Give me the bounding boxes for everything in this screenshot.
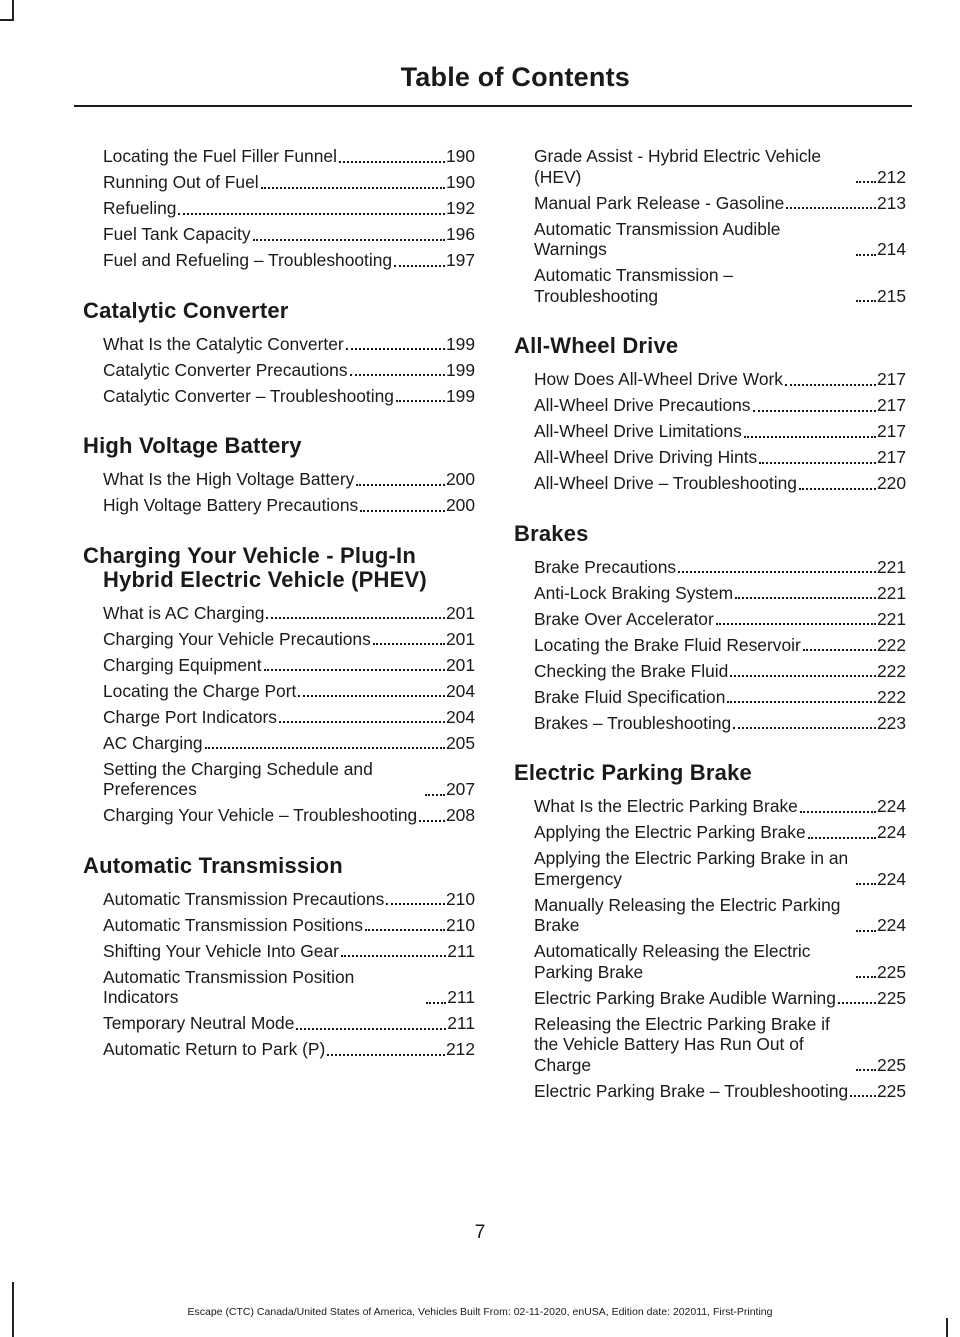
toc-entry-page: 197 — [445, 250, 475, 270]
toc-entry-page: 210 — [445, 888, 475, 909]
toc-section — [83, 299, 475, 407]
toc-entry[interactable] — [514, 557, 906, 578]
toc-entry-label: Automatic Transmission Precautions — [103, 888, 385, 909]
toc-entry-page: 221 — [876, 608, 906, 629]
toc-entry-page: 220 — [876, 473, 906, 493]
dot-leader — [753, 404, 876, 412]
toc-entry-label: Brake Over Accelerator — [534, 608, 714, 629]
toc-entry-label: Fuel Tank Capacity — [103, 224, 251, 244]
toc-entry-label: Automatic Transmission – Troubleshooting — [534, 265, 734, 306]
toc-entry-label: Electric Parking Brake Audible Warning — [534, 987, 836, 1008]
toc-entry[interactable] — [83, 603, 475, 624]
dot-leader — [856, 294, 876, 302]
section-heading: High Voltage Battery — [83, 433, 302, 458]
dot-leader — [727, 695, 876, 703]
dot-leader — [346, 342, 445, 350]
toc-right-column — [514, 146, 906, 1107]
toc-entry-label: High Voltage Battery Precautions — [103, 495, 359, 515]
toc-entry-label: Catalytic Converter – Troubleshooting — [103, 385, 394, 406]
toc-section — [514, 761, 906, 1101]
dot-leader — [425, 788, 445, 796]
toc-entry[interactable] — [83, 495, 475, 516]
toc-entry-page: 223 — [876, 712, 906, 733]
toc-entry[interactable] — [514, 395, 906, 416]
toc-entry[interactable] — [514, 988, 906, 1009]
toc-entry-label: Setting the Charging Schedule and Preferences — [103, 758, 373, 799]
toc-entry-page: 217 — [876, 421, 906, 441]
dot-leader — [253, 233, 445, 241]
toc-entry[interactable] — [514, 661, 906, 682]
dot-leader — [178, 207, 445, 215]
dot-leader — [856, 877, 876, 885]
dot-leader — [339, 155, 445, 163]
toc-entry-label: All-Wheel Drive Driving Hints — [534, 447, 758, 467]
toc-entry-label: Locating the Charge Port — [103, 680, 297, 701]
toc-entry-label: Anti-Lock Braking System — [534, 582, 734, 603]
toc-entry[interactable] — [514, 941, 906, 982]
toc-entry-label: Shifting Your Vehicle Into Gear — [103, 940, 339, 961]
toc-entry-page: 201 — [445, 654, 475, 675]
dot-leader — [365, 923, 445, 931]
toc-entry-page: 192 — [445, 198, 475, 218]
dot-leader — [735, 591, 876, 599]
toc-entry-label: Brake Fluid Specification — [534, 686, 726, 707]
toc-entry-page: 224 — [876, 868, 906, 889]
dot-leader — [678, 565, 876, 573]
toc-entry-page: 190 — [445, 172, 475, 192]
toc-entry-page: 199 — [445, 333, 475, 354]
toc-entry[interactable] — [514, 822, 906, 843]
toc-entry[interactable] — [83, 733, 475, 754]
toc-entry[interactable] — [83, 655, 475, 676]
toc-entry-page: 221 — [876, 582, 906, 603]
toc-entry-label: All-Wheel Drive – Troubleshooting — [534, 473, 797, 493]
toc-entry[interactable] — [83, 629, 475, 650]
toc-entry-label: Automatic Transmission Position Indicators — [103, 966, 355, 1007]
toc-entry-page: 201 — [445, 602, 475, 623]
dot-leader — [800, 805, 876, 813]
toc-entry[interactable] — [83, 681, 475, 702]
toc-entry-page: 199 — [445, 359, 475, 380]
dot-leader — [356, 478, 445, 486]
toc-entry-label: Brake Precautions — [534, 556, 677, 577]
toc-entry[interactable] — [514, 635, 906, 656]
toc-entry-label: How Does All-Wheel Drive Work — [534, 369, 784, 389]
toc-section — [514, 334, 906, 494]
toc-entry-page: 199 — [445, 385, 475, 406]
dot-leader — [856, 924, 876, 932]
dot-leader — [850, 1089, 876, 1097]
toc-entry[interactable] — [83, 941, 475, 962]
toc-entry-label: Locating the Fuel Filler Funnel — [103, 146, 337, 166]
toc-entry[interactable] — [83, 198, 475, 219]
toc-section — [83, 146, 475, 271]
toc-entry-label: Electric Parking Brake – Troubleshooting — [534, 1080, 849, 1101]
section-heading: Catalytic Converter — [83, 297, 289, 323]
dot-leader — [205, 741, 445, 749]
toc-entry[interactable] — [514, 1081, 906, 1102]
toc-entry-label: Charging Your Vehicle Precautions — [103, 628, 371, 649]
dot-leader — [261, 181, 445, 189]
toc-entry[interactable] — [83, 1013, 475, 1034]
header-divider — [74, 105, 912, 107]
toc-entry[interactable] — [83, 172, 475, 193]
toc-entry-label: Releasing the Electric Parking Brake if the Vehicle Battery Has Run Out of Charge — [534, 1013, 830, 1075]
toc-entry-page: 225 — [876, 1080, 906, 1101]
toc-entry-page: 201 — [445, 628, 475, 649]
toc-entry[interactable] — [83, 469, 475, 490]
toc-entry-page: 204 — [445, 706, 475, 727]
toc-entry-page: 211 — [447, 987, 475, 1007]
toc-entry-page: 222 — [876, 686, 906, 707]
crop-mark-bottom-right — [946, 1318, 948, 1337]
toc-entry-page: 204 — [445, 680, 475, 701]
toc-entry[interactable] — [514, 713, 906, 734]
toc-entry-page: 190 — [445, 146, 475, 166]
dot-leader — [373, 637, 445, 645]
toc-entry-page: 217 — [876, 447, 906, 467]
toc-entry-page: 213 — [876, 192, 906, 213]
toc-entry-page: 196 — [445, 224, 475, 244]
toc-left-column — [83, 146, 475, 1065]
toc-entry-label: What Is the Electric Parking Brake — [534, 796, 798, 816]
toc-entry-label: Automatically Releasing the Electric Parking Brake — [534, 941, 811, 982]
toc-entry[interactable] — [514, 421, 906, 442]
toc-entry-page: 208 — [445, 805, 475, 825]
toc-entry[interactable] — [83, 805, 475, 826]
dot-leader — [264, 663, 445, 671]
dot-leader — [296, 1022, 446, 1030]
toc-entry-page: 212 — [445, 1039, 475, 1059]
toc-entry[interactable] — [83, 707, 475, 728]
dot-leader — [730, 669, 876, 677]
dot-leader — [386, 897, 445, 905]
toc-entry-page: 214 — [876, 239, 906, 259]
toc-entry[interactable] — [514, 848, 906, 889]
toc-entry[interactable] — [83, 224, 475, 245]
toc-entry-page: 211 — [447, 940, 475, 961]
toc-entry[interactable] — [83, 250, 475, 271]
toc-entry-label: Refueling — [103, 198, 177, 218]
toc-entry[interactable] — [514, 219, 906, 260]
toc-entry-label: All-Wheel Drive Limitations — [534, 421, 742, 441]
toc-entry-label: Charge Port Indicators — [103, 706, 277, 727]
dot-leader — [856, 970, 876, 978]
toc-entry-label: AC Charging — [103, 732, 203, 753]
toc-section — [514, 522, 906, 734]
toc-section — [514, 146, 906, 306]
toc-entry-page: 225 — [876, 961, 906, 982]
page-title: Table of Contents — [400, 62, 630, 92]
toc-entry-page: 205 — [445, 732, 475, 753]
toc-entry-label: Manually Releasing the Electric Parking Brake — [534, 894, 841, 935]
section-heading: Automatic Transmission — [83, 852, 343, 878]
dot-leader — [799, 482, 876, 490]
footer-edition-info: Escape (CTC) Canada/United States of America, Vehicles Built From: 02-11-2020, enUSA, Edition date: 202011, First-Printing — [187, 1306, 773, 1318]
dot-leader — [785, 378, 876, 386]
dot-leader — [808, 831, 876, 839]
toc-entry[interactable] — [514, 609, 906, 630]
toc-entry[interactable] — [83, 915, 475, 936]
toc-entry-label: What is AC Charging — [103, 602, 265, 623]
toc-entry-label: Catalytic Converter Precautions — [103, 359, 348, 380]
dot-leader — [341, 949, 446, 957]
dot-leader — [279, 715, 445, 723]
dot-leader — [266, 611, 445, 619]
toc-entry[interactable] — [83, 360, 475, 381]
toc-entry[interactable] — [83, 889, 475, 910]
toc-entry-page: 217 — [876, 369, 906, 389]
toc-entry-page: 222 — [876, 634, 906, 655]
toc-entry[interactable] — [83, 146, 475, 167]
toc-entry[interactable] — [83, 759, 475, 800]
toc-entry[interactable] — [514, 473, 906, 494]
toc-entry-label: All-Wheel Drive Precautions — [534, 395, 751, 415]
dot-leader — [856, 1063, 876, 1071]
toc-entry[interactable] — [514, 796, 906, 817]
toc-entry-label: Running Out of Fuel — [103, 172, 259, 192]
dot-leader — [350, 368, 445, 376]
toc-entry-page: 224 — [876, 915, 906, 935]
dot-leader — [396, 394, 445, 402]
toc-entry-label: Grade Assist - Hybrid Electric Vehicle (HEV) — [534, 146, 822, 187]
toc-entry-label: Temporary Neutral Mode — [103, 1013, 295, 1033]
toc-entry-label: What Is the High Voltage Battery — [103, 469, 355, 489]
toc-section — [83, 544, 475, 826]
page-number: 7 — [474, 1222, 486, 1243]
toc-entry-page: 211 — [447, 1013, 475, 1033]
toc-entry[interactable] — [83, 1039, 475, 1060]
section-heading: All-Wheel Drive — [514, 333, 679, 358]
dot-leader — [360, 504, 445, 512]
toc-entry-page: 207 — [445, 779, 475, 799]
toc-entry-label: Fuel and Refueling – Troubleshooting — [103, 250, 393, 270]
toc-entry-page: 215 — [876, 285, 906, 306]
toc-entry[interactable] — [83, 386, 475, 407]
toc-entry-page: 225 — [876, 987, 906, 1008]
toc-entry-label: Locating the Brake Fluid Reservoir — [534, 634, 801, 655]
crop-mark-top-left — [12, 0, 14, 20]
dot-leader — [744, 430, 876, 438]
toc-entry[interactable] — [514, 369, 906, 390]
crop-mark-top-left-horizontal — [0, 19, 14, 21]
toc-section — [83, 434, 475, 516]
toc-entry-page: 221 — [876, 556, 906, 577]
toc-entry-label: Automatic Transmission Audible Warnings — [534, 218, 781, 259]
dot-leader — [786, 201, 876, 209]
toc-entry[interactable] — [514, 895, 906, 936]
toc-entry-label: Applying the Electric Parking Brake in an Emergency — [534, 848, 849, 889]
toc-entry-label: Charging Equipment — [103, 654, 262, 675]
toc-section — [83, 854, 475, 1060]
toc-entry-page: 225 — [876, 1054, 906, 1075]
toc-entry[interactable] — [514, 146, 906, 187]
toc-entry[interactable] — [83, 334, 475, 355]
toc-entry-label: Applying the Electric Parking Brake — [534, 822, 806, 842]
toc-entry[interactable] — [514, 687, 906, 708]
dot-leader — [426, 996, 446, 1004]
toc-entry-label: What Is the Catalytic Converter — [103, 333, 344, 354]
section-heading: Brakes — [514, 520, 589, 546]
toc-entry[interactable] — [514, 447, 906, 468]
dot-leader — [716, 617, 876, 625]
dot-leader — [759, 456, 876, 464]
toc-entry[interactable] — [514, 265, 906, 306]
section-heading: Charging Your Vehicle - Plug-In Hybrid Electric Vehicle (PHEV) — [83, 542, 427, 592]
toc-entry-label: Automatic Transmission Positions — [103, 914, 363, 935]
toc-entry[interactable] — [514, 193, 906, 214]
dot-leader — [803, 643, 876, 651]
toc-entry[interactable] — [514, 583, 906, 604]
toc-entry-label: Brakes – Troubleshooting — [534, 712, 732, 733]
toc-entry-page: 224 — [876, 822, 906, 842]
toc-entry-label: Charging Your Vehicle – Troubleshooting — [103, 805, 418, 825]
toc-entry[interactable] — [514, 1014, 906, 1076]
dot-leader — [733, 721, 876, 729]
dot-leader — [298, 689, 445, 697]
toc-entry-page: 222 — [876, 660, 906, 681]
toc-entry-page: 212 — [876, 166, 906, 187]
toc-entry-page: 224 — [876, 796, 906, 816]
toc-entry-label: Automatic Return to Park (P) — [103, 1039, 326, 1059]
dot-leader — [394, 259, 445, 267]
toc-entry-page: 200 — [445, 469, 475, 489]
dot-leader — [856, 175, 876, 183]
toc-entry-label: Checking the Brake Fluid — [534, 660, 729, 681]
toc-entry-page: 217 — [876, 395, 906, 415]
toc-entry-label: Manual Park Release - Gasoline — [534, 192, 785, 213]
section-heading: Electric Parking Brake — [514, 760, 752, 785]
toc-entry[interactable] — [83, 967, 475, 1008]
dot-leader — [838, 996, 876, 1004]
dot-leader — [856, 248, 876, 256]
toc-entry-page: 200 — [445, 495, 475, 515]
dot-leader — [327, 1048, 445, 1056]
dot-leader — [419, 814, 445, 822]
toc-entry-page: 210 — [445, 914, 475, 935]
